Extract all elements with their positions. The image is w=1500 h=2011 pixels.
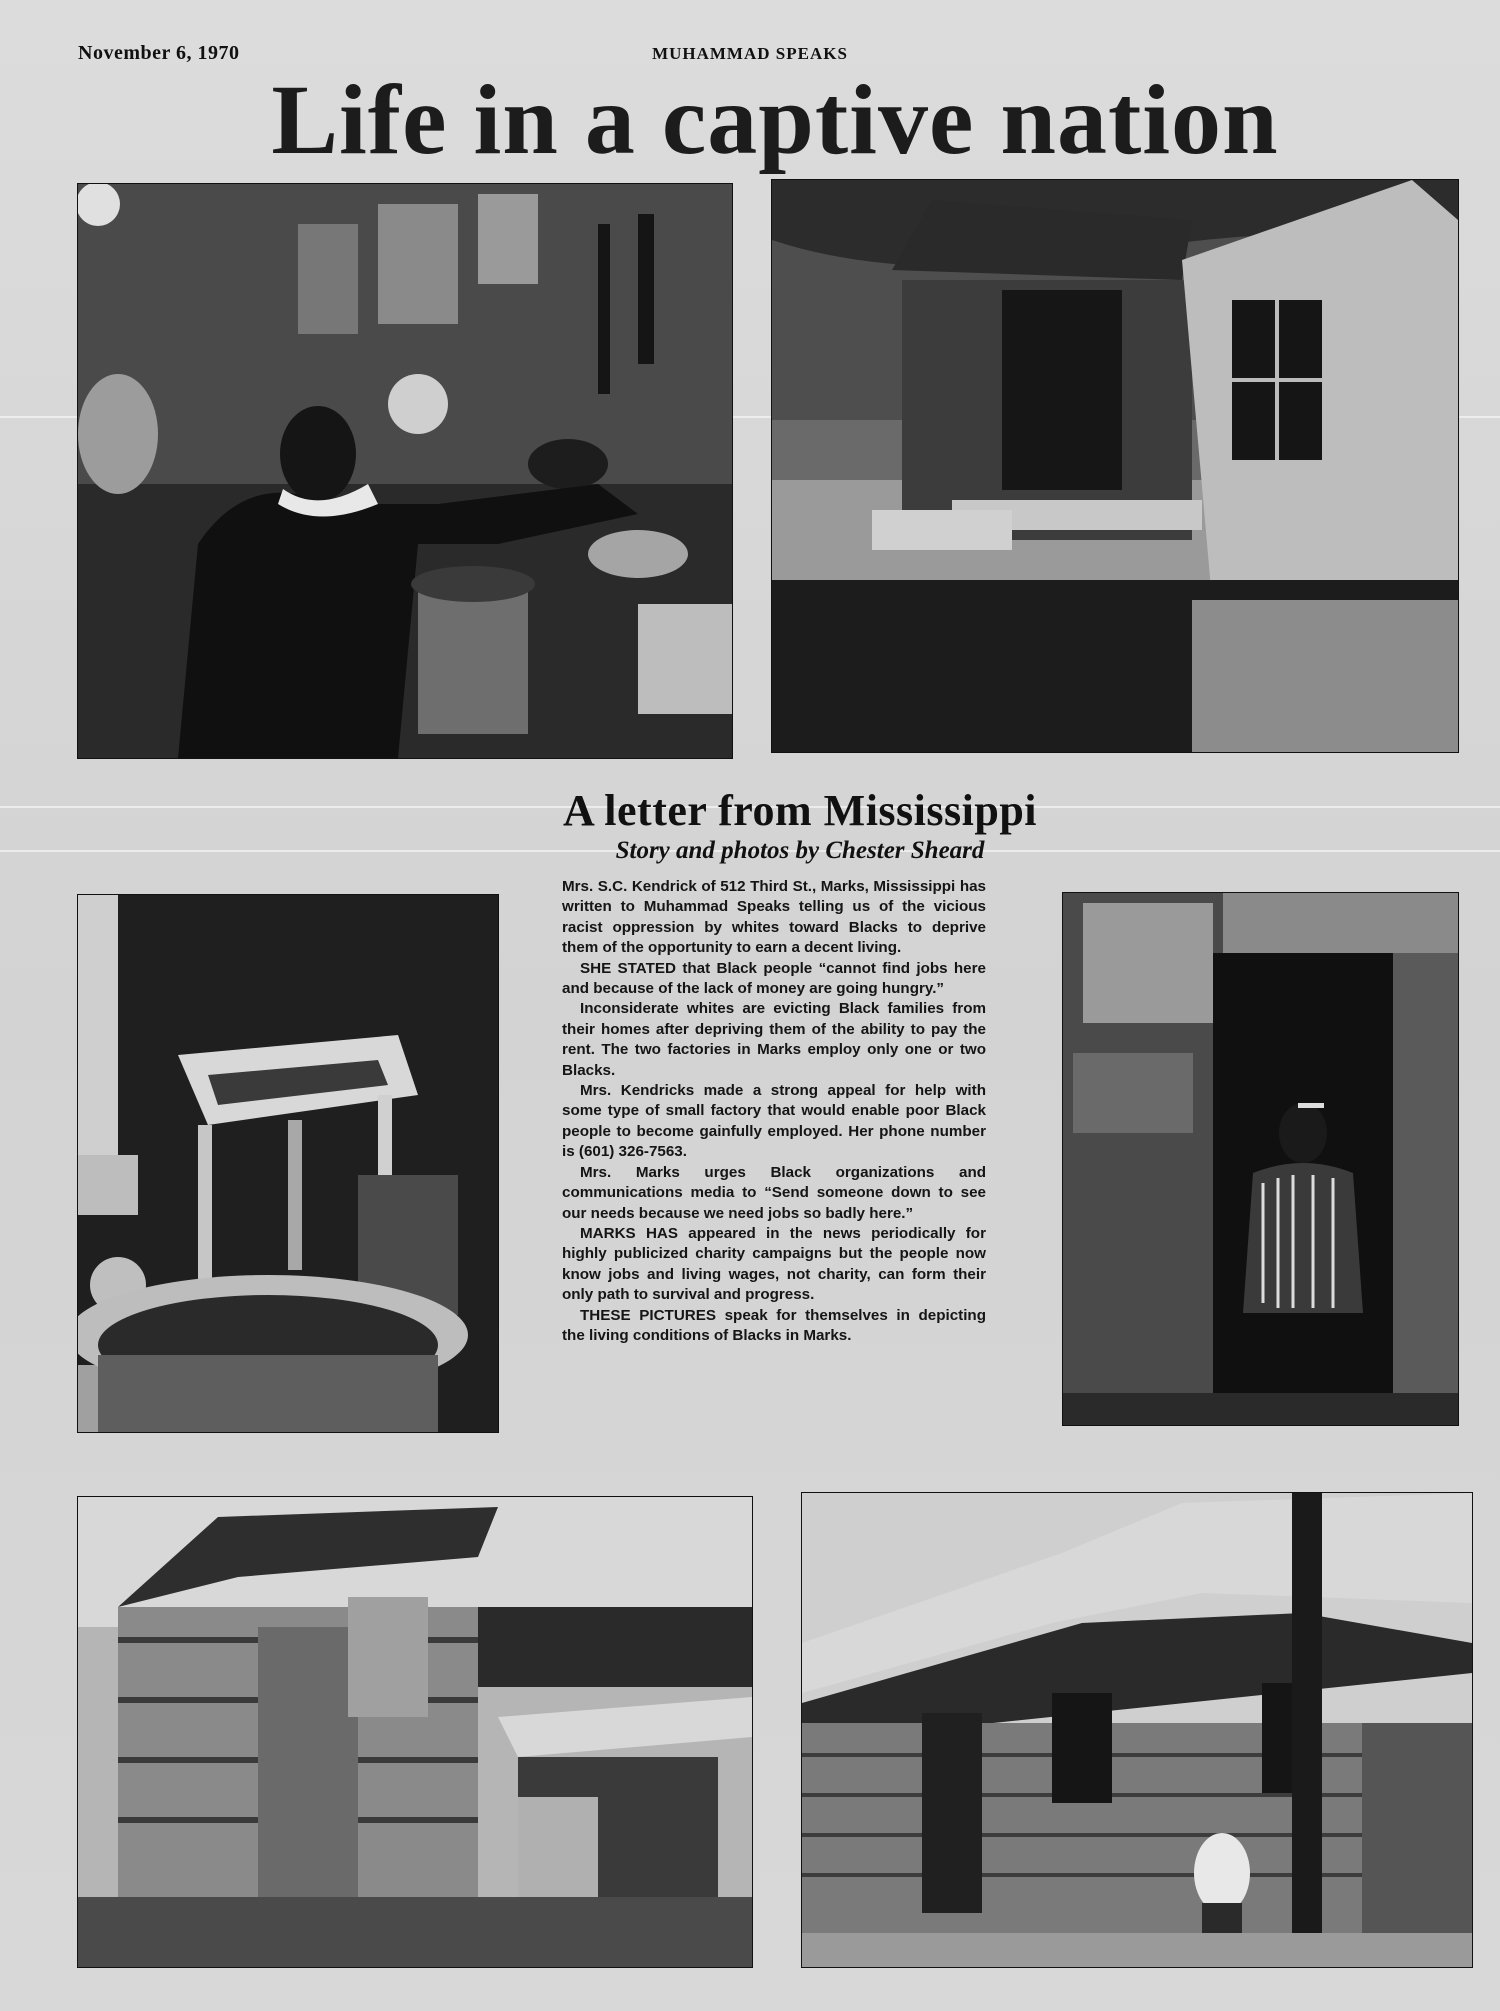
paragraph-lead: THESE PICTURES [580,1306,717,1324]
paragraph-text: Mrs. Kendricks made a strong appeal for help with some type of small factory that would enable poor Black people to become gainfully employed. Her phone number is (601) 326-7563. [562,1082,986,1161]
article-paragraph [562,1081,986,1163]
paragraph-text: Mrs. S.C. Kendrick of 512 Third St., Marks, Mississippi has written to Muhammad Speaks telling us of the vicious racist oppression by whites toward Blacks to deprive them of the opportunity to earn a decent living. [562,878,986,957]
article-paragraph [562,959,986,1000]
issue-date: November 6, 1970 [78,42,240,64]
photo-woman-in-doorway [1063,893,1458,1425]
paragraph-text: Inconsiderate whites are evicting Black families from their homes after depriving them of the ability to pay the rent. The two factories in Marks employ only one or two Blacks. [562,1000,986,1079]
paragraph-text: that Black people “cannot find jobs here and because of the lack of money are going hungry.” [562,959,986,998]
article-paragraph [562,1306,986,1347]
photo-interior-washstand [78,895,498,1432]
article-paragraph [562,1163,986,1224]
article-body [562,877,986,1346]
photo-house-with-figure [802,1493,1472,1967]
masthead: MUHAMMAD SPEAKS [652,44,848,63]
paragraph-text: speak for themselves in depicting the living conditions of Blacks in Marks. [562,1306,986,1344]
article-byline: Story and photos by Chester Sheard [615,837,985,864]
paragraph-lead: SHE STATED [580,959,677,977]
page-headline: Life in a captive nation [271,64,1279,175]
article-paragraph [562,999,986,1081]
paragraph-text: appeared in the news periodically for highly publicized charity campaigns but the people now know jobs and living wages, not charity, can form their only path to survival and progress. [562,1224,986,1304]
photo-wooden-shack [78,1497,752,1967]
article-title: A letter from Mississippi [562,786,1038,835]
paragraph-text: Mrs. Marks urges Black organizations and communications media to “Send someone down to see our needs because we need jobs so badly here.” [562,1163,986,1222]
photo-child-in-kitchen [78,184,732,758]
article-paragraph [562,1224,986,1306]
photo-house-porch [772,180,1458,752]
paragraph-lead: MARKS HAS [580,1224,679,1242]
article-paragraph [562,877,986,959]
